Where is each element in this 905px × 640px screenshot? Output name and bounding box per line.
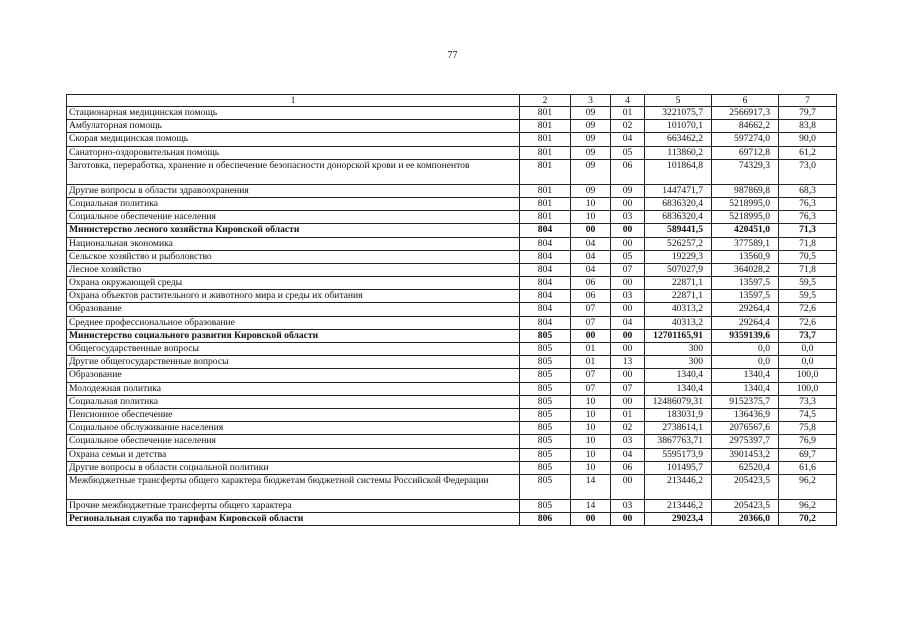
subsection-code-cell: 04 [611, 133, 645, 146]
section-code-cell: 06 [571, 290, 611, 303]
section-code-cell: 04 [571, 250, 611, 263]
column-header: 3 [571, 95, 611, 107]
column-header: 2 [520, 95, 571, 107]
subsection-code-cell: 00 [611, 395, 645, 408]
execution-percent-cell: 71,8 [779, 237, 837, 250]
admin-code-cell: 805 [520, 408, 571, 421]
admin-code-cell: 801 [520, 133, 571, 146]
section-code-cell: 09 [571, 107, 611, 120]
executed-amount-cell: 62520,4 [712, 461, 779, 474]
admin-code-cell: 801 [520, 159, 571, 184]
admin-code-cell: 804 [520, 263, 571, 276]
admin-code-cell: 805 [520, 356, 571, 369]
row-name-cell: Другие вопросы в области здравоохранения [67, 184, 520, 197]
executed-amount-cell: 136436,9 [712, 408, 779, 421]
subsection-code-cell: 06 [611, 159, 645, 184]
planned-amount-cell: 29023,4 [645, 513, 712, 526]
row-name-cell: Заготовка, переработка, хранение и обеспечение безопасности донорской крови и ее компонентов [67, 159, 520, 184]
planned-amount-cell: 12486079,31 [645, 395, 712, 408]
row-name-cell: Амбулаторная помощь [67, 120, 520, 133]
row-name-cell: Санаторно-оздоровительная помощь [67, 146, 520, 159]
executed-amount-cell: 74329,3 [712, 159, 779, 184]
executed-amount-cell: 2076567,6 [712, 422, 779, 435]
admin-code-cell: 805 [520, 422, 571, 435]
executed-amount-cell: 20366,0 [712, 513, 779, 526]
section-code-cell: 10 [571, 408, 611, 421]
planned-amount-cell: 300 [645, 343, 712, 356]
planned-amount-cell: 5595173,9 [645, 448, 712, 461]
executed-amount-cell: 2975397,7 [712, 435, 779, 448]
executed-amount-cell: 13560,9 [712, 250, 779, 263]
column-header: 4 [611, 95, 645, 107]
planned-amount-cell: 19229,3 [645, 250, 712, 263]
execution-percent-cell: 70,2 [779, 513, 837, 526]
execution-percent-cell: 70,5 [779, 250, 837, 263]
row-name-cell: Охрана окружающей среды [67, 277, 520, 290]
row-name-cell: Образование [67, 369, 520, 382]
section-code-cell: 09 [571, 146, 611, 159]
subsection-code-cell: 07 [611, 263, 645, 276]
row-name-cell: Социальное обеспечение населения [67, 435, 520, 448]
subsection-code-cell: 04 [611, 448, 645, 461]
subsection-code-cell: 05 [611, 250, 645, 263]
section-code-cell: 10 [571, 395, 611, 408]
execution-percent-cell: 100,0 [779, 382, 837, 395]
admin-code-cell: 801 [520, 146, 571, 159]
section-code-cell: 10 [571, 211, 611, 224]
executed-amount-cell: 3901453,2 [712, 448, 779, 461]
planned-amount-cell: 22871,1 [645, 290, 712, 303]
admin-code-cell: 804 [520, 224, 571, 237]
executed-amount-cell: 5218995,0 [712, 197, 779, 210]
planned-amount-cell: 101070,1 [645, 120, 712, 133]
admin-code-cell: 804 [520, 237, 571, 250]
executed-amount-cell: 377589,1 [712, 237, 779, 250]
execution-percent-cell: 68,3 [779, 184, 837, 197]
table-row [67, 277, 837, 290]
section-code-cell: 07 [571, 382, 611, 395]
execution-percent-cell: 90,0 [779, 133, 837, 146]
table-row [67, 461, 837, 474]
section-code-cell: 06 [571, 277, 611, 290]
executed-amount-cell: 1340,4 [712, 382, 779, 395]
row-name-cell: Образование [67, 303, 520, 316]
admin-code-cell: 805 [520, 474, 571, 499]
admin-code-cell: 804 [520, 290, 571, 303]
table-row [67, 184, 837, 197]
row-name-cell: Социальная политика [67, 197, 520, 210]
execution-percent-cell: 74,5 [779, 408, 837, 421]
executed-amount-cell: 420451,0 [712, 224, 779, 237]
section-code-cell: 01 [571, 343, 611, 356]
subsection-code-cell: 03 [611, 499, 645, 512]
section-code-cell: 10 [571, 197, 611, 210]
admin-code-cell: 805 [520, 395, 571, 408]
table-row [67, 513, 837, 526]
execution-percent-cell: 75,8 [779, 422, 837, 435]
table-row [67, 303, 837, 316]
execution-percent-cell: 73,3 [779, 395, 837, 408]
execution-percent-cell: 61,2 [779, 146, 837, 159]
row-name-cell: Скорая медицинская помощь [67, 133, 520, 146]
executed-amount-cell: 29264,4 [712, 316, 779, 329]
table-row [67, 263, 837, 276]
planned-amount-cell: 6836320,4 [645, 197, 712, 210]
executed-amount-cell: 84662,2 [712, 120, 779, 133]
execution-percent-cell: 59,5 [779, 290, 837, 303]
section-code-cell: 10 [571, 448, 611, 461]
execution-percent-cell: 76,3 [779, 197, 837, 210]
execution-percent-cell: 73,0 [779, 159, 837, 184]
executed-amount-cell: 13597,5 [712, 277, 779, 290]
planned-amount-cell: 22871,1 [645, 277, 712, 290]
executed-amount-cell: 2566917,3 [712, 107, 779, 120]
subsection-code-cell: 13 [611, 356, 645, 369]
planned-amount-cell: 1447471,7 [645, 184, 712, 197]
executed-amount-cell: 0,0 [712, 343, 779, 356]
section-code-cell: 09 [571, 159, 611, 184]
table-row [67, 197, 837, 210]
row-name-cell: Стационарная медицинская помощь [67, 107, 520, 120]
execution-percent-cell: 96,2 [779, 499, 837, 512]
section-code-cell: 10 [571, 461, 611, 474]
admin-code-cell: 805 [520, 382, 571, 395]
table-row [67, 499, 837, 512]
executed-amount-cell: 5218995,0 [712, 211, 779, 224]
section-code-cell: 07 [571, 369, 611, 382]
admin-code-cell: 805 [520, 461, 571, 474]
planned-amount-cell: 12701165,91 [645, 329, 712, 342]
planned-amount-cell: 1340,4 [645, 369, 712, 382]
table-row [67, 224, 837, 237]
executed-amount-cell: 69712,8 [712, 146, 779, 159]
admin-code-cell: 801 [520, 184, 571, 197]
row-name-cell: Национальная экономика [67, 237, 520, 250]
row-name-cell: Социальное обслуживание населения [67, 422, 520, 435]
table-row [67, 316, 837, 329]
table-row [67, 395, 837, 408]
table-row [67, 329, 837, 342]
table-row [67, 146, 837, 159]
planned-amount-cell: 101864,8 [645, 159, 712, 184]
executed-amount-cell: 597274,0 [712, 133, 779, 146]
planned-amount-cell: 213446,2 [645, 474, 712, 499]
budget-table [66, 94, 837, 526]
table-row [67, 369, 837, 382]
planned-amount-cell: 113860,2 [645, 146, 712, 159]
section-code-cell: 10 [571, 435, 611, 448]
planned-amount-cell: 300 [645, 356, 712, 369]
admin-code-cell: 805 [520, 448, 571, 461]
column-header: 6 [712, 95, 779, 107]
table-row [67, 107, 837, 120]
admin-code-cell: 804 [520, 303, 571, 316]
row-name-cell: Региональная служба по тарифам Кировской области [67, 513, 520, 526]
table-row [67, 422, 837, 435]
execution-percent-cell: 0,0 [779, 343, 837, 356]
executed-amount-cell: 9359139,6 [712, 329, 779, 342]
subsection-code-cell: 04 [611, 316, 645, 329]
admin-code-cell: 805 [520, 329, 571, 342]
planned-amount-cell: 183031,9 [645, 408, 712, 421]
subsection-code-cell: 00 [611, 474, 645, 499]
subsection-code-cell: 07 [611, 382, 645, 395]
admin-code-cell: 806 [520, 513, 571, 526]
row-name-cell: Другие вопросы в области социальной политики [67, 461, 520, 474]
subsection-code-cell: 00 [611, 224, 645, 237]
section-code-cell: 04 [571, 237, 611, 250]
executed-amount-cell: 9152375,7 [712, 395, 779, 408]
executed-amount-cell: 0,0 [712, 356, 779, 369]
table-row [67, 356, 837, 369]
row-name-cell: Общегосударственные вопросы [67, 343, 520, 356]
table-row [67, 237, 837, 250]
executed-amount-cell: 1340,4 [712, 369, 779, 382]
executed-amount-cell: 364028,2 [712, 263, 779, 276]
section-code-cell: 00 [571, 513, 611, 526]
subsection-code-cell: 03 [611, 435, 645, 448]
executed-amount-cell: 13597,5 [712, 290, 779, 303]
table-header-row [67, 95, 837, 107]
table-row [67, 474, 837, 499]
row-name-cell: Охрана объектов растительного и животного мира и среды их обитания [67, 290, 520, 303]
admin-code-cell: 804 [520, 316, 571, 329]
subsection-code-cell: 00 [611, 513, 645, 526]
execution-percent-cell: 76,9 [779, 435, 837, 448]
row-name-cell: Министерство лесного хозяйства Кировской области [67, 224, 520, 237]
admin-code-cell: 805 [520, 369, 571, 382]
table-row [67, 343, 837, 356]
admin-code-cell: 801 [520, 107, 571, 120]
row-name-cell: Лесное хозяйство [67, 263, 520, 276]
subsection-code-cell: 09 [611, 184, 645, 197]
admin-code-cell: 804 [520, 250, 571, 263]
table-row [67, 408, 837, 421]
execution-percent-cell: 73,7 [779, 329, 837, 342]
subsection-code-cell: 03 [611, 211, 645, 224]
planned-amount-cell: 40313,2 [645, 316, 712, 329]
table-row [67, 120, 837, 133]
execution-percent-cell: 72,6 [779, 303, 837, 316]
section-code-cell: 09 [571, 120, 611, 133]
table-row [67, 435, 837, 448]
table-row [67, 250, 837, 263]
section-code-cell: 04 [571, 263, 611, 276]
admin-code-cell: 804 [520, 277, 571, 290]
row-name-cell: Среднее профессиональное образование [67, 316, 520, 329]
planned-amount-cell: 101495,7 [645, 461, 712, 474]
row-name-cell: Охрана семьи и детства [67, 448, 520, 461]
section-code-cell: 10 [571, 422, 611, 435]
planned-amount-cell: 213446,2 [645, 499, 712, 512]
admin-code-cell: 801 [520, 197, 571, 210]
planned-amount-cell: 1340,4 [645, 382, 712, 395]
table-body [67, 107, 837, 526]
section-code-cell: 00 [571, 329, 611, 342]
row-name-cell: Межбюджетные трансферты общего характера бюджетам бюджетной системы Российской Федерации [67, 474, 520, 499]
subsection-code-cell: 00 [611, 237, 645, 250]
table-row [67, 290, 837, 303]
subsection-code-cell: 01 [611, 408, 645, 421]
subsection-code-cell: 02 [611, 422, 645, 435]
table-row [67, 133, 837, 146]
planned-amount-cell: 40313,2 [645, 303, 712, 316]
row-name-cell: Социальная политика [67, 395, 520, 408]
section-code-cell: 00 [571, 224, 611, 237]
row-name-cell: Сельское хозяйство и рыболовство [67, 250, 520, 263]
table-row [67, 448, 837, 461]
subsection-code-cell: 00 [611, 329, 645, 342]
table-row [67, 382, 837, 395]
section-code-cell: 07 [571, 316, 611, 329]
planned-amount-cell: 2738614,1 [645, 422, 712, 435]
subsection-code-cell: 00 [611, 277, 645, 290]
subsection-code-cell: 00 [611, 369, 645, 382]
section-code-cell: 09 [571, 184, 611, 197]
row-name-cell: Социальное обеспечение населения [67, 211, 520, 224]
admin-code-cell: 805 [520, 499, 571, 512]
section-code-cell: 07 [571, 303, 611, 316]
subsection-code-cell: 00 [611, 197, 645, 210]
column-header: 5 [645, 95, 712, 107]
planned-amount-cell: 507027,9 [645, 263, 712, 276]
execution-percent-cell: 72,6 [779, 316, 837, 329]
executed-amount-cell: 29264,4 [712, 303, 779, 316]
subsection-code-cell: 00 [611, 303, 645, 316]
execution-percent-cell: 59,5 [779, 277, 837, 290]
planned-amount-cell: 3221075,7 [645, 107, 712, 120]
admin-code-cell: 805 [520, 435, 571, 448]
admin-code-cell: 801 [520, 211, 571, 224]
execution-percent-cell: 61,6 [779, 461, 837, 474]
execution-percent-cell: 96,2 [779, 474, 837, 499]
table-row [67, 159, 837, 184]
planned-amount-cell: 663462,2 [645, 133, 712, 146]
execution-percent-cell: 71,3 [779, 224, 837, 237]
execution-percent-cell: 79,7 [779, 107, 837, 120]
admin-code-cell: 801 [520, 120, 571, 133]
section-code-cell: 01 [571, 356, 611, 369]
section-code-cell: 14 [571, 474, 611, 499]
row-name-cell: Министерство социального развития Кировской области [67, 329, 520, 342]
execution-percent-cell: 71,8 [779, 263, 837, 276]
planned-amount-cell: 6836320,4 [645, 211, 712, 224]
admin-code-cell: 805 [520, 343, 571, 356]
executed-amount-cell: 205423,5 [712, 474, 779, 499]
row-name-cell: Пенсионное обеспечение [67, 408, 520, 421]
column-header: 1 [67, 95, 520, 107]
row-name-cell: Другие общегосударственные вопросы [67, 356, 520, 369]
planned-amount-cell: 3867763,71 [645, 435, 712, 448]
column-header: 7 [779, 95, 837, 107]
executed-amount-cell: 987869,8 [712, 184, 779, 197]
section-code-cell: 14 [571, 499, 611, 512]
subsection-code-cell: 05 [611, 146, 645, 159]
executed-amount-cell: 205423,5 [712, 499, 779, 512]
subsection-code-cell: 00 [611, 343, 645, 356]
execution-percent-cell: 0,0 [779, 356, 837, 369]
row-name-cell: Молодежная политика [67, 382, 520, 395]
subsection-code-cell: 06 [611, 461, 645, 474]
page-number: 77 [447, 50, 458, 61]
subsection-code-cell: 03 [611, 290, 645, 303]
table-row [67, 211, 837, 224]
execution-percent-cell: 69,7 [779, 448, 837, 461]
execution-percent-cell: 76,3 [779, 211, 837, 224]
execution-percent-cell: 100,0 [779, 369, 837, 382]
row-name-cell: Прочие межбюджетные трансферты общего характера [67, 499, 520, 512]
planned-amount-cell: 526257,2 [645, 237, 712, 250]
section-code-cell: 09 [571, 133, 611, 146]
execution-percent-cell: 83,8 [779, 120, 837, 133]
subsection-code-cell: 01 [611, 107, 645, 120]
subsection-code-cell: 02 [611, 120, 645, 133]
planned-amount-cell: 589441,5 [645, 224, 712, 237]
